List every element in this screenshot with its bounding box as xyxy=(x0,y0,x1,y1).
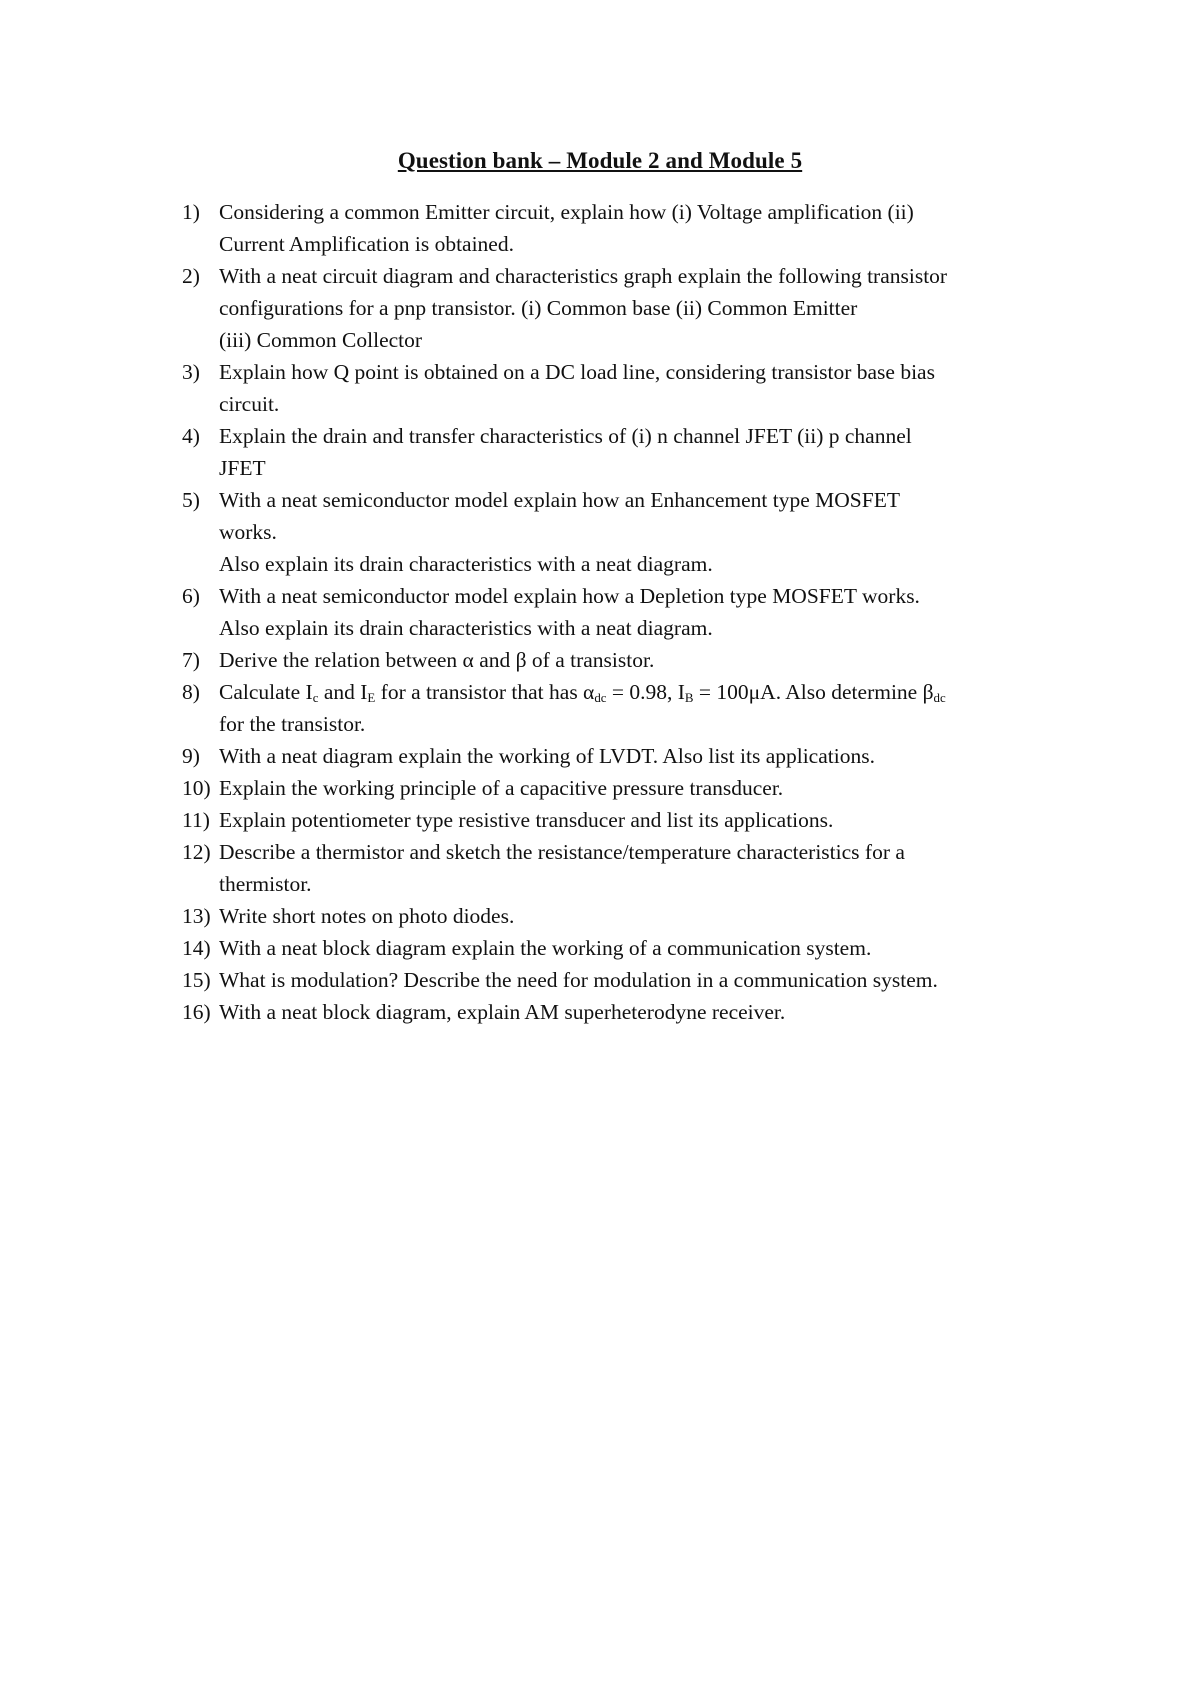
question-number: 1) xyxy=(182,200,200,224)
question-number: 16) xyxy=(182,1000,211,1024)
question-line: Explain potentiometer type resistive transducer and list its applications. xyxy=(219,808,834,832)
question-number: 6) xyxy=(182,584,200,608)
question-list xyxy=(182,196,1062,1028)
question-line: What is modulation? Describe the need for modulation in a communication system. xyxy=(219,968,938,992)
question-item-14 xyxy=(182,932,1062,964)
question-line: With a neat semiconductor model explain how a Depletion type MOSFET works. xyxy=(219,584,920,608)
text-run: for a transistor that has α xyxy=(375,680,595,704)
question-text xyxy=(219,740,1062,772)
question-text xyxy=(219,772,1062,804)
question-text xyxy=(219,196,1062,260)
question-text xyxy=(219,420,1062,484)
question-number: 13) xyxy=(182,904,211,928)
question-line xyxy=(219,676,1062,708)
question-line: configurations for a pnp transistor. (i) Common base (ii) Common Emitter xyxy=(219,296,858,320)
question-line: With a neat diagram explain the working of LVDT. Also list its applications. xyxy=(219,744,875,768)
question-number: 4) xyxy=(182,424,200,448)
question-item-13 xyxy=(182,900,1062,932)
subscript: dc xyxy=(933,691,946,706)
question-line: Explain the drain and transfer characteristics of (i) n channel JFET (ii) p channel xyxy=(219,424,912,448)
question-item-12 xyxy=(182,836,1062,900)
question-line: Current Amplification is obtained. xyxy=(219,232,514,256)
question-line: Explain the working principle of a capacitive pressure transducer. xyxy=(219,776,784,800)
question-line: (iii) Common Collector xyxy=(219,328,423,352)
text-run: = 100μA. Also determine β xyxy=(693,680,934,704)
question-text xyxy=(219,932,1062,964)
question-text xyxy=(219,676,1062,740)
question-item-1 xyxy=(182,196,1062,260)
question-text xyxy=(219,900,1062,932)
page-title: Question bank – Module 2 and Module 5 xyxy=(397,148,803,173)
question-item-3 xyxy=(182,356,1062,420)
question-line: Derive the relation between α and β of a transistor. xyxy=(219,648,655,672)
question-item-9 xyxy=(182,740,1062,772)
question-text xyxy=(219,644,1062,676)
question-number: 12) xyxy=(182,840,211,864)
text-run: and I xyxy=(318,680,368,704)
question-line: for the transistor. xyxy=(219,712,366,736)
question-text xyxy=(219,484,1062,580)
question-text xyxy=(219,964,1062,996)
question-item-4 xyxy=(182,420,1062,484)
question-line: JFET xyxy=(219,456,266,480)
question-line: With a neat block diagram explain the working of a communication system. xyxy=(219,936,872,960)
question-text xyxy=(219,996,1062,1028)
question-line: works. xyxy=(219,520,277,544)
subscript: B xyxy=(684,691,694,706)
question-number: 15) xyxy=(182,968,211,992)
question-number: 8) xyxy=(182,680,200,704)
question-text xyxy=(219,804,1062,836)
question-item-15 xyxy=(182,964,1062,996)
question-item-16 xyxy=(182,996,1062,1028)
question-number: 2) xyxy=(182,264,200,288)
question-line: Also explain its drain characteristics with a neat diagram. xyxy=(219,552,713,576)
question-text xyxy=(219,580,1062,644)
question-number: 5) xyxy=(182,488,200,512)
text-run: = 0.98, I xyxy=(606,680,685,704)
question-text xyxy=(219,356,1062,420)
text-run: Calculate I xyxy=(219,680,313,704)
question-number: 7) xyxy=(182,648,200,672)
question-line: With a neat block diagram, explain AM superheterodyne receiver. xyxy=(219,1000,786,1024)
subscript: dc xyxy=(594,691,607,706)
question-item-10 xyxy=(182,772,1062,804)
question-text xyxy=(219,260,1062,356)
question-item-6 xyxy=(182,580,1062,644)
question-line: Considering a common Emitter circuit, explain how (i) Voltage amplification (ii) xyxy=(219,200,914,224)
subscript: E xyxy=(367,691,376,706)
question-item-7 xyxy=(182,644,1062,676)
question-line: Explain how Q point is obtained on a DC load line, considering transistor base bias xyxy=(219,360,935,384)
question-line: circuit. xyxy=(219,392,280,416)
question-line: Also explain its drain characteristics with a neat diagram. xyxy=(219,616,713,640)
question-number: 3) xyxy=(182,360,200,384)
question-line: Describe a thermistor and sketch the resistance/temperature characteristics for a xyxy=(219,840,905,864)
question-number: 10) xyxy=(182,776,211,800)
question-item-2 xyxy=(182,260,1062,356)
question-line: thermistor. xyxy=(219,872,312,896)
question-item-11 xyxy=(182,804,1062,836)
question-item-5 xyxy=(182,484,1062,580)
question-line: With a neat semiconductor model explain how an Enhancement type MOSFET xyxy=(219,488,900,512)
question-line: Write short notes on photo diodes. xyxy=(219,904,515,928)
question-text xyxy=(219,836,1062,900)
question-item-8 xyxy=(182,676,1062,740)
question-number: 14) xyxy=(182,936,211,960)
question-line: With a neat circuit diagram and characteristics graph explain the following transistor xyxy=(219,264,948,288)
question-number: 11) xyxy=(182,808,210,832)
subscript: c xyxy=(312,691,319,706)
question-number: 9) xyxy=(182,744,200,768)
